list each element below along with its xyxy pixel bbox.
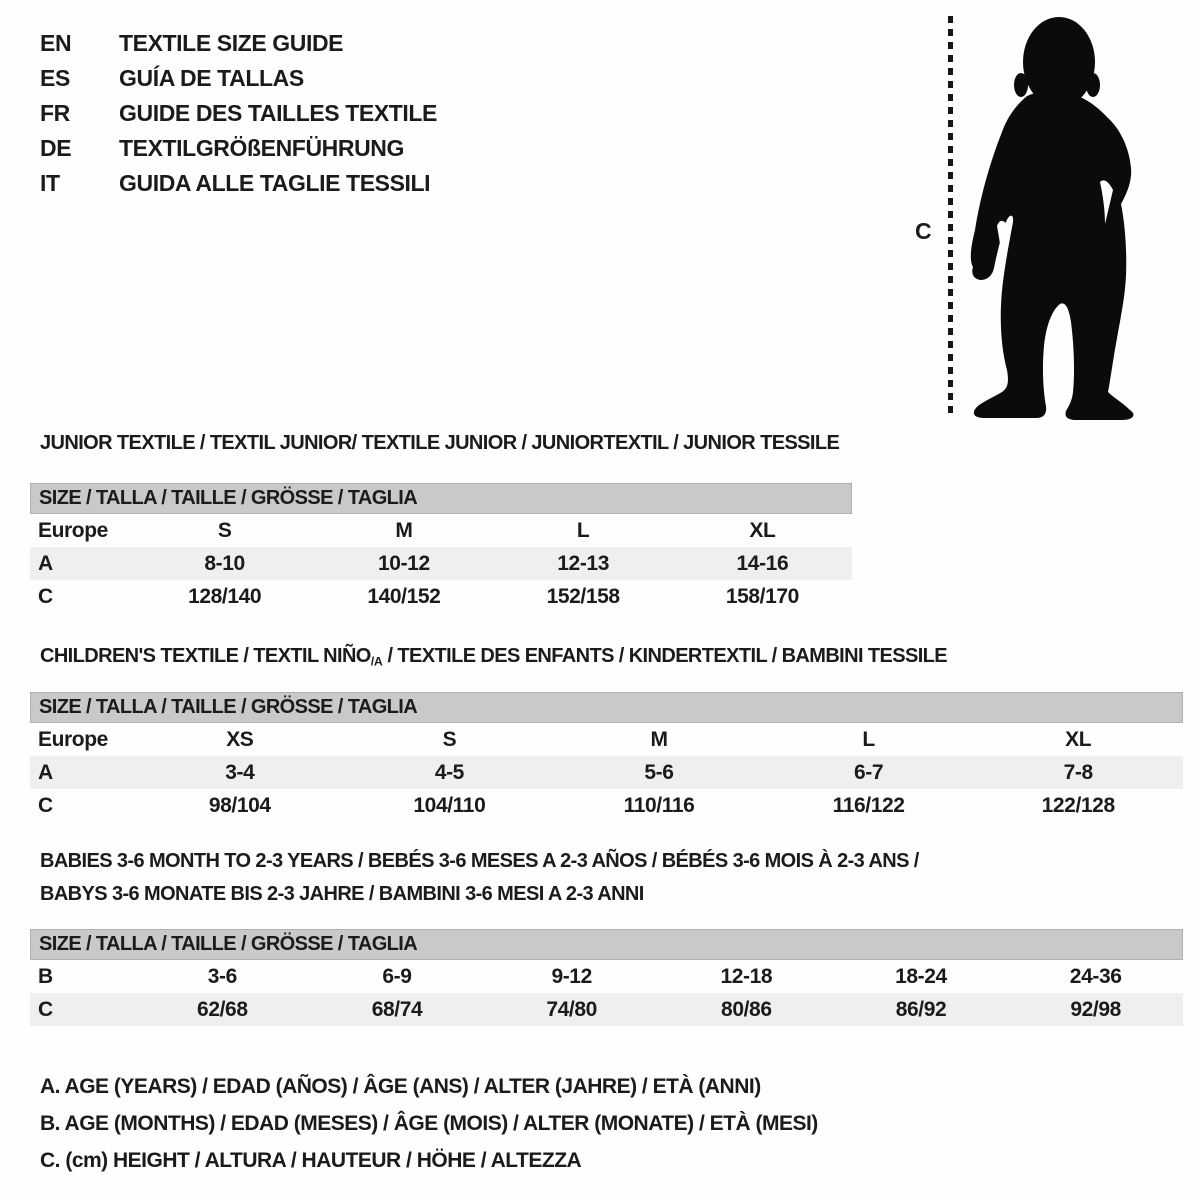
lang-row-fr: [40, 96, 437, 131]
table-row: [30, 756, 1183, 789]
table-row: [30, 960, 1183, 993]
table-cell: 80/86: [721, 997, 772, 1021]
lang-label: TEXTILGRÖßENFÜHRUNG: [119, 135, 404, 161]
children-section-title: [40, 644, 947, 673]
footnote-a: A. AGE (YEARS) / EDAD (AÑOS) / ÂGE (ANS) / ALTER (JAHRE) / ETÀ (ANNI): [40, 1075, 761, 1098]
table-row: [30, 789, 1183, 822]
lang-label: GUÍA DE TALLAS: [119, 65, 304, 91]
row-label: A: [38, 760, 53, 784]
table-cell: 110/116: [623, 793, 695, 817]
language-list: [40, 26, 437, 201]
babies-title-line1: BABIES 3-6 MONTH TO 2-3 YEARS / BEBÉS 3-6 MESES A 2-3 AÑOS / BÉBÉS 3-6 MOIS À 2-3 ANS /: [40, 850, 919, 872]
table-cell: 9-12: [551, 964, 592, 988]
size-header: SIZE / TALLA / TAILLE / GRÖSSE / TAGLIA: [30, 483, 852, 514]
lang-row-de: [40, 131, 437, 166]
lang-row-it: [40, 166, 437, 201]
table-row: [30, 993, 1183, 1026]
children-title-suffix: / TEXTILE DES ENFANTS / KINDERTEXTIL / BAMBINI TESSILE: [382, 645, 948, 667]
table-cell: 18-24: [895, 964, 947, 988]
lang-label: GUIDA ALLE TAGLIE TESSILI: [119, 170, 431, 196]
footnotes: [40, 1068, 818, 1179]
row-label: C: [38, 584, 53, 608]
children-size-table: [30, 692, 1183, 822]
table-cell: 5-6: [644, 760, 674, 784]
footnote-c: C. (cm) HEIGHT / ALTURA / HAUTEUR / HÖHE / ALTEZZA: [40, 1149, 582, 1172]
table-cell: 12-18: [720, 964, 773, 988]
table-cell: 6-9: [382, 964, 412, 988]
table-cell: 98/104: [208, 793, 271, 817]
table-cell: 8-10: [204, 551, 245, 575]
table-cell: 92/98: [1070, 997, 1121, 1021]
table-cell: 3-4: [225, 760, 255, 784]
lang-label: TEXTILE SIZE GUIDE: [119, 30, 344, 56]
table-cell: 116/122: [832, 793, 905, 817]
babies-section-title: [40, 845, 919, 911]
table-cell: 74/80: [546, 997, 597, 1021]
table-row: [30, 580, 852, 613]
junior-size-table: [30, 483, 852, 613]
table-cell: 128/140: [188, 584, 262, 608]
lang-code: IT: [40, 170, 60, 196]
babies-title-line2: BABYS 3-6 MONATE BIS 2-3 JAHRE / BAMBINI 3-6 MESI A 2-3 ANNI: [40, 883, 644, 905]
table-cell: 10-12: [378, 551, 430, 575]
table-cell: 86/92: [895, 997, 947, 1021]
toddler-silhouette-icon: [961, 10, 1146, 420]
table-cell: 12-13: [557, 551, 609, 575]
table-cell: XL: [1065, 727, 1092, 751]
row-label: Europe: [38, 518, 108, 542]
row-label: C: [38, 793, 53, 817]
height-measure-label: C: [915, 218, 932, 244]
lang-row-es: [40, 61, 437, 96]
babies-size-table: [30, 929, 1183, 1026]
table-cell: 158/170: [725, 584, 799, 608]
table-cell: 62/68: [197, 997, 248, 1021]
table-cell: 14-16: [736, 551, 789, 575]
table-cell: 3-6: [207, 964, 237, 988]
junior-section-title: JUNIOR TEXTILE / TEXTIL JUNIOR/ TEXTILE JUNIOR / JUNIORTEXTIL / JUNIOR TESSILE: [40, 432, 840, 454]
table-cell: L: [576, 518, 590, 542]
table-cell: 7-8: [1063, 760, 1093, 784]
size-header: SIZE / TALLA / TAILLE / GRÖSSE / TAGLIA: [30, 929, 1183, 960]
row-label: A: [38, 551, 53, 575]
children-title-sub: /A: [370, 654, 383, 669]
table-cell: S: [217, 518, 232, 542]
table-cell: 104/110: [413, 793, 486, 817]
table-cell: 68/74: [371, 997, 423, 1021]
children-title-prefix: CHILDREN'S TEXTILE / TEXTIL NIÑO: [40, 645, 371, 667]
table-cell: S: [442, 727, 457, 751]
table-cell: 24-36: [1069, 964, 1122, 988]
table-cell: XL: [749, 518, 776, 542]
size-header: SIZE / TALLA / TAILLE / GRÖSSE / TAGLIA: [30, 692, 1183, 723]
table-cell: L: [862, 727, 875, 751]
row-label: Europe: [38, 727, 108, 751]
height-measure-line: [948, 16, 953, 416]
lang-code: FR: [40, 100, 70, 126]
lang-row-en: [40, 26, 437, 61]
table-cell: 152/158: [546, 584, 620, 608]
table-cell: M: [650, 727, 668, 751]
table-cell: 140/152: [367, 584, 441, 608]
table-row: [30, 723, 1183, 756]
table-cell: 122/128: [1041, 793, 1115, 817]
table-cell: M: [395, 518, 413, 542]
row-label: C: [38, 997, 53, 1021]
table-cell: XS: [226, 727, 254, 751]
table-row: [30, 547, 852, 580]
lang-code: ES: [40, 65, 70, 91]
lang-code: EN: [40, 30, 72, 56]
lang-label: GUIDE DES TAILLES TEXTILE: [119, 100, 437, 126]
footnote-b: B. AGE (MONTHS) / EDAD (MESES) / ÂGE (MOIS) / ALTER (MONATE) / ETÀ (MESI): [40, 1112, 818, 1135]
table-row: [30, 514, 852, 547]
table-cell: 6-7: [854, 760, 884, 784]
row-label: B: [38, 964, 53, 988]
table-cell: 4-5: [434, 760, 464, 784]
lang-code: DE: [40, 135, 72, 161]
